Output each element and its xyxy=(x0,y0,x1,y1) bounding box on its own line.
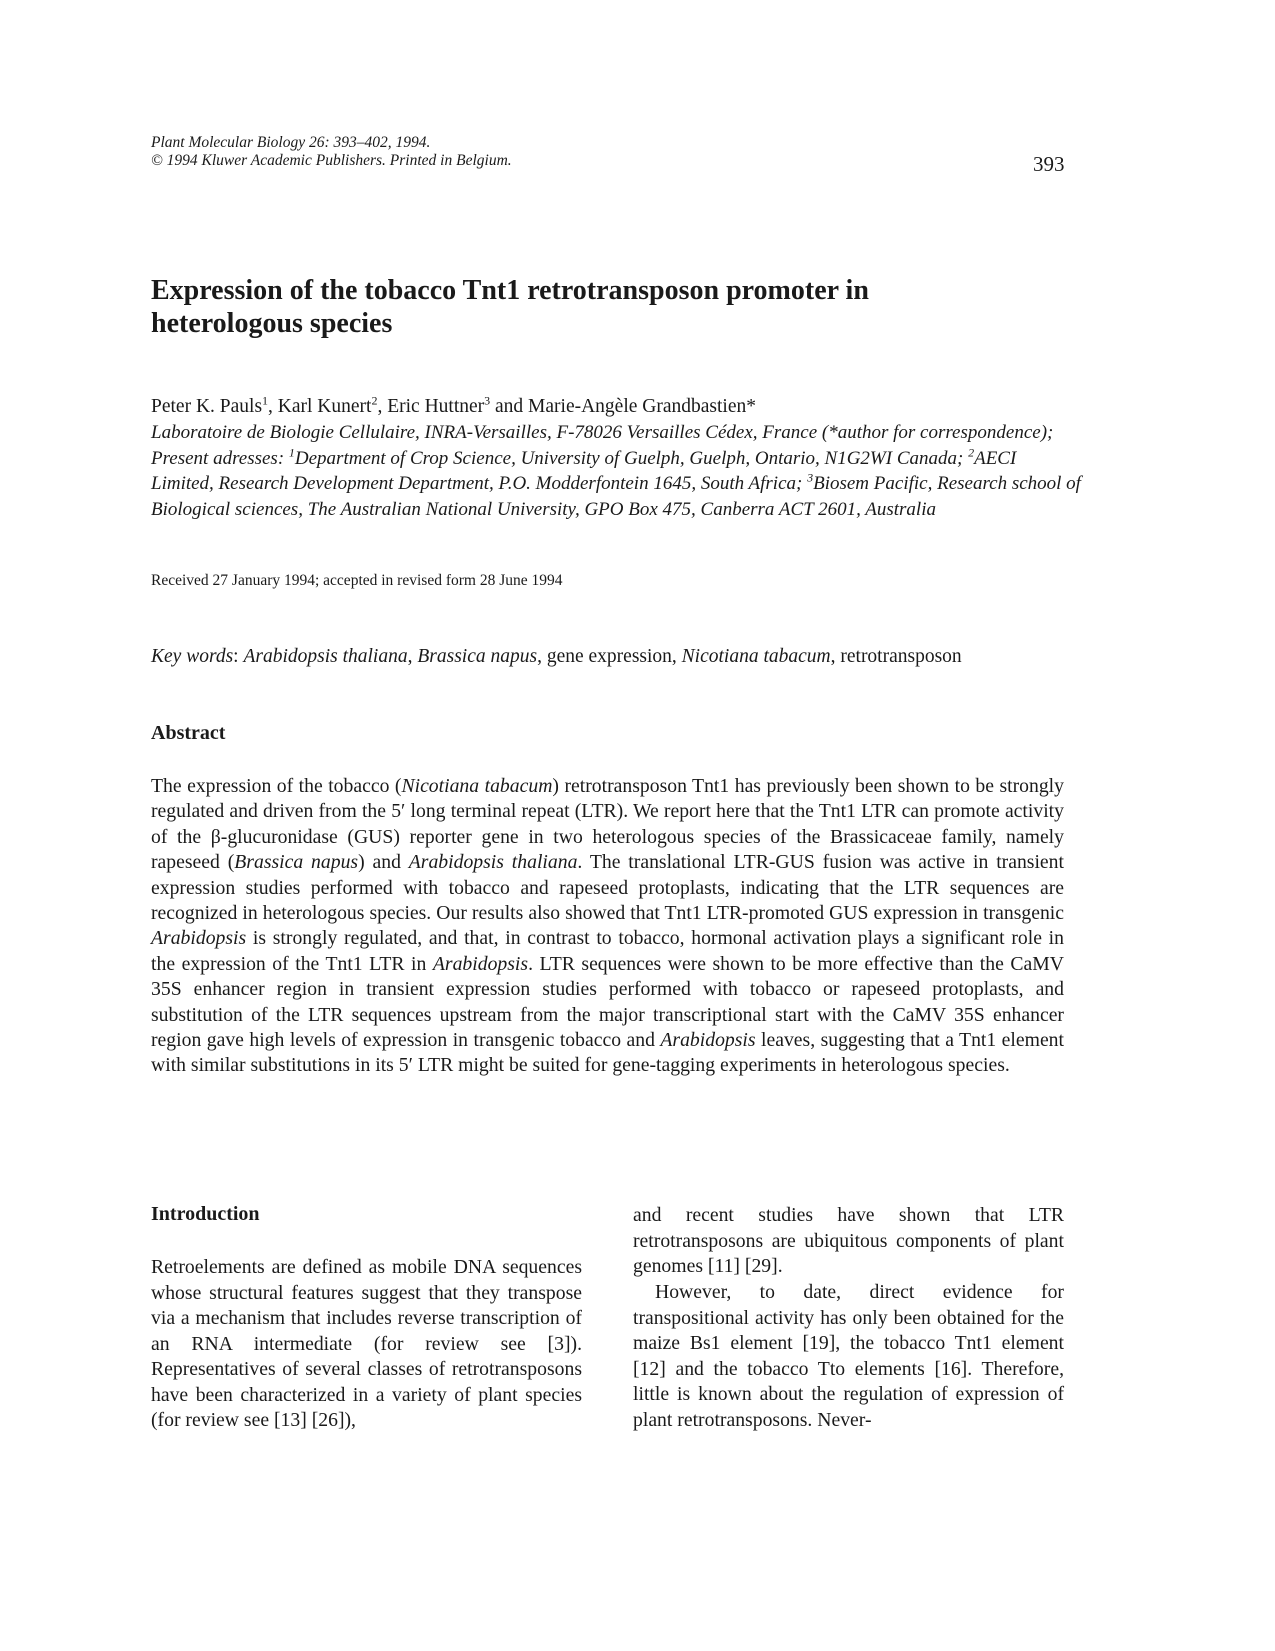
abstract-segment: is strongly regulated, and that, in contrast to tobacco, hormonal activation plays a significant role in the expression of the Tnt1 LTR in xyxy=(151,927,1064,975)
journal-copyright-line: © 1994 Kluwer Academic Publishers. Printed in Belgium. xyxy=(151,152,512,169)
journal-citation xyxy=(151,134,512,170)
abstract-segment: The expression of the tobacco ( xyxy=(151,775,402,797)
species-name: Arabidopsis thaliana xyxy=(408,851,578,874)
abstract-segment: leaves, suggesting that a Tnt1 element with similar substitutions in its 5′ LTR might be suited for gene-tagging experiments in heterologous species. xyxy=(151,1029,1064,1077)
affiliation-mark: 1 xyxy=(288,445,295,460)
keyword: Nicotiana tabacum xyxy=(681,646,831,667)
affiliation-mark: 2 xyxy=(968,445,975,460)
author-affiliation-mark: 2 xyxy=(371,393,378,408)
keyword: , retrotransposon xyxy=(830,646,962,667)
keyword: Brassica napus xyxy=(417,646,538,667)
author-separator: and xyxy=(490,396,529,417)
species-name: Arabidopsis xyxy=(660,1029,756,1052)
author-name: Peter K. Pauls xyxy=(151,396,263,417)
author-name: Marie-Angèle Grandbastien* xyxy=(528,396,757,417)
species-name: Nicotiana tabacum xyxy=(401,775,553,797)
affiliation-text: AECI Limited, Research Development Department, P.O. Modderfontein 1645, South Africa; xyxy=(151,447,1017,494)
keywords-label: Key words xyxy=(151,646,234,667)
species-name: Arabidopsis xyxy=(151,927,247,950)
author-list xyxy=(151,395,756,419)
author-affiliation-mark: 3 xyxy=(484,393,491,408)
introduction-right-paragraph-1: and recent studies have shown that LTR retrotransposons are ubiquitous components of plant genomes [11] [29]. xyxy=(633,1204,1064,1277)
paper-title: Expression of the tobacco Tnt1 retrotransposon promoter in heterologous species xyxy=(151,275,869,339)
author-name: Eric Huttner xyxy=(387,396,485,417)
abstract-heading: Abstract xyxy=(151,722,226,744)
introduction-left-paragraph: Retroelements are defined as mobile DNA sequences whose structural features suggest that they transpose via a mechanism that includes reverse transcription of an RNA intermediate (for review see [3]). Representatives of several classes of retrotransposons have been characterized in a variety of plant species (for review see [13] [26]), xyxy=(151,1256,582,1431)
species-name: Brassica napus xyxy=(234,851,359,874)
affiliation-text: Laboratoire de Biologie Cellulaire, INRA-Versailles, F-78026 Versailles Cédex, France (*author for correspondence); Present adresses: xyxy=(151,422,1054,469)
abstract-segment: ) and xyxy=(358,851,409,874)
author-name: Karl Kunert xyxy=(277,396,372,417)
abstract-segment: . LTR sequences were shown to be more effective than the CaMV 35S enhancer region in transient expression studies performed with tobacco or rapeseed protoplasts, and substitution of the LTR sequences upstream from the major transcriptional start with the CaMV 35S enhancer region gave high levels of expression in transgenic tobacco and xyxy=(151,952,1064,1052)
author-separator: , xyxy=(377,396,388,417)
author-affiliation-mark: 1 xyxy=(262,393,269,408)
keywords-line xyxy=(151,646,962,668)
abstract-segment: ) retrotransposon Tnt1 has previously been shown to be strongly regulated and driven from the 5′ long terminal repeat (LTR). We report here that the Tnt1 LTR can promote activity of the β-glucuronidase (GUS) reporter gene in two heterologous species of the Brassicaceae family, namely rapeseed ( xyxy=(151,775,1064,874)
affiliation-text: Biosem Pacific, Research school of Biological sciences, The Australian National University, GPO Box 475, Canberra ACT 2601, Australia xyxy=(151,473,1081,520)
affiliation-mark: 3 xyxy=(807,470,814,485)
journal-citation-line1: Plant Molecular Biology 26: 393–402, 1994. xyxy=(151,134,431,151)
introduction-heading: Introduction xyxy=(151,1203,260,1225)
keyword: , gene expression, xyxy=(537,646,682,667)
keyword-separator: , xyxy=(407,646,418,667)
received-dates: Received 27 January 1994; accepted in revised form 28 June 1994 xyxy=(151,572,563,589)
author-separator: , xyxy=(268,396,278,417)
page-number: 393 xyxy=(1033,152,1065,176)
affiliations xyxy=(151,420,1081,522)
abstract-segment: . The translational LTR-GUS fusion was active in transient expression studies performed with tobacco and rapeseed protoplasts, indicating that the LTR sequences are recognized in heterologous species. Our results also showed that Tnt1 LTR-promoted GUS expression in transgenic xyxy=(151,851,1064,925)
species-name: Arabidopsis xyxy=(432,952,529,975)
abstract-text xyxy=(151,774,1064,1079)
introduction-right-paragraph-2: However, to date, direct evidence for transpositional activity has only been obtained for the maize Bs1 element [19], the tobacco Tnt1 element [12] and the tobacco Tto elements [16]. Therefore, little is known about the regulation of expression of plant retrotransposons. Never- xyxy=(633,1281,1064,1431)
affiliation-text: Department of Crop Science, University of Guelph, Guelph, Ontario, N1G2WI Canada; xyxy=(294,447,969,469)
keywords-colon: : xyxy=(233,646,244,667)
keyword: Arabidopsis thaliana xyxy=(243,646,408,667)
